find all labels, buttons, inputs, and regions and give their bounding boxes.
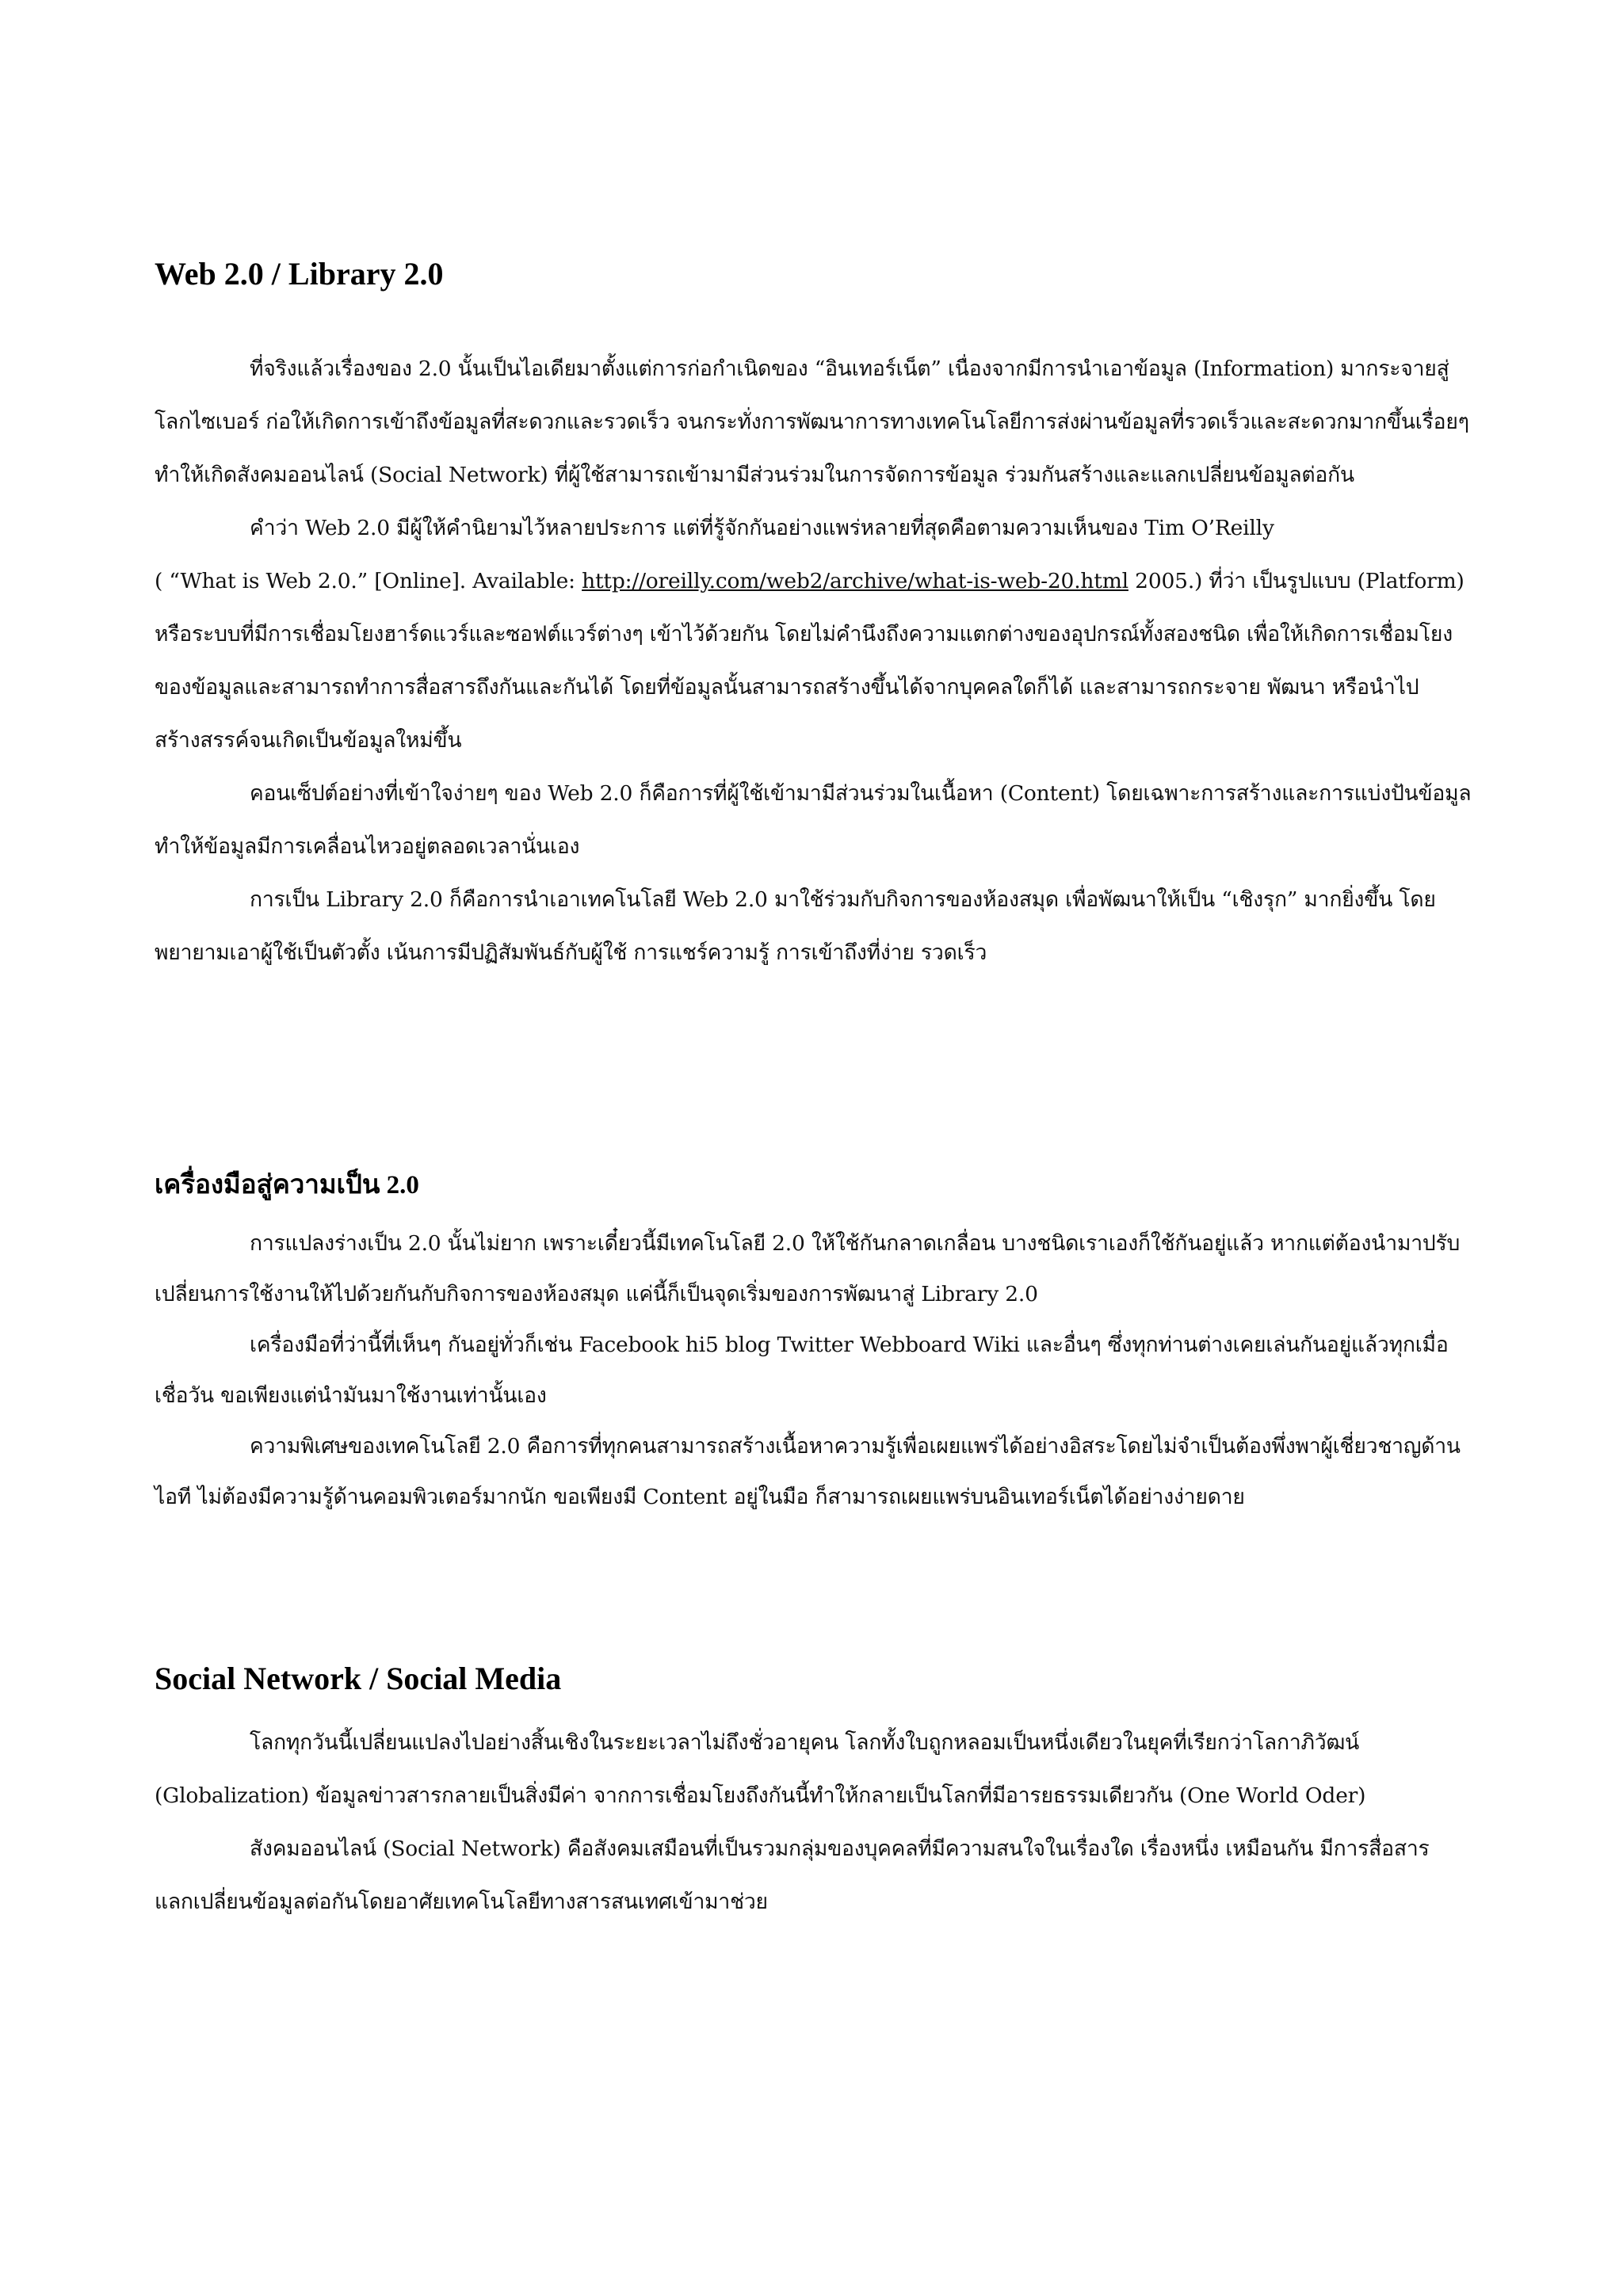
citation-suffix: 2005.) ที่ว่า เป็นรูปแบบ (Platform) หรือระบบที่มีการเชื่อมโยงฮาร์ดแวร์และซอฟต์แวร์ต่างๆ เข้าไว้ด้วยกัน โดยไม่คำนึงถึงความแตกต่างของอุปกรณ์ทั้งสองชนิด เพื่อให้เกิดการเชื่อมโยงของข้อมูลและสามารถทำการสื่อสารถึงกันและกันได้ โดยที่ข้อมูลนั้นสามารถสร้างขึ้นได้จากบุคคลใดก็ได้ และสามารถกระจาย พัฒนา หรือนำไปสร้างสรรค์จนเกิดเป็นข้อมูลใหม่ขึ้น (155, 569, 1465, 753)
paragraph: สังคมออนไลน์ (Social Network) คือสังคมเสมือนที่เป็นรวมกลุ่มของบุคคลที่มีความสนใจในเรื่องใด เรื่องหนึ่ง เหมือนกัน มีการสื่อสาร แลกเปลี่ยนข้อมูลต่อกันโดยอาศัยเทคโนโลยีทางสารสนเทศเข้ามาช่วย (155, 1836, 1430, 1914)
paragraph: เครื่องมือที่ว่านี้ที่เห็นๆ กันอยู่ทั่วก็เช่น Facebook hi5 blog Twitter Webboard Wiki และอื่นๆ ซึ่งทุกท่านต่างเคยเล่นกันอยู่แล้วทุกเมื่อเชื่อวัน ขอเพียงแต่นำมันมาใช้งานเท่านั้นเอง (155, 1333, 1449, 1408)
section-heading: Web 2.0 / Library 2.0 (155, 256, 444, 292)
section-social-network-body (155, 1716, 1474, 1928)
section-web20-body (155, 342, 1474, 979)
section-tools-body (155, 1219, 1474, 1523)
section-heading: เครื่องมือสู่ความเป็น 2.0 (155, 1171, 419, 1199)
paragraph: คำว่า Web 2.0 มีผู้ให้คำนิยามไว้หลายประการ แต่ที่รู้จักกันอย่างแพร่หลายที่สุดคือตามความเห็นของ Tim O’Reilly (250, 516, 1274, 540)
section-social-network (155, 1660, 1474, 1698)
paragraph: คอนเซ็ปต์อย่างที่เข้าใจง่ายๆ ของ Web 2.0 ก็คือการที่ผู้ใช้เข้ามามีส่วนร่วมในเนื้อหา (Content) โดยเฉพาะการสร้างและการแบ่งปันข้อมูล ทำให้ข้อมูลมีการเคลื่อนไหวอยู่ตลอดเวลานั่นเอง (155, 781, 1472, 859)
paragraph: ที่จริงแล้วเรื่องของ 2.0 นั้นเป็นไอเดียมาตั้งแต่การก่อกำเนิดของ “อินเทอร์เน็ต” เนื่องจากมีการนำเอาข้อมูล (Information) มากระจายสู่โลกไซเบอร์ ก่อให้เกิดการเข้าถึงข้อมูลที่สะดวกและรวดเร็ว จนกระทั่งการพัฒนาการทางเทคโนโลยีการส่งผ่านข้อมูลที่รวดเร็วและสะดวกมากขึ้นเรื่อยๆ ทำให้เกิดสังคมออนไลน์ (Social Network) ที่ผู้ใช้สามารถเข้ามามีส่วนร่วมในการจัดการข้อมูล ร่วมกันสร้างและแลกเปลี่ยนข้อมูลต่อกัน (155, 357, 1469, 487)
citation-paragraph (155, 555, 1474, 767)
paragraph: การเป็น Library 2.0 ก็คือการนำเอาเทคโนโลยี Web 2.0 มาใช้ร่วมกับกิจการของห้องสมุด เพื่อพัฒนาให้เป็น “เชิงรุก” มากยิ่งขึ้น โดยพยายามเอาผู้ใช้เป็นตัวตั้ง เน้นการมีปฏิสัมพันธ์กับผู้ใช้ การแชร์ความรู้ การเข้าถึงที่ง่าย รวดเร็ว (155, 887, 1436, 965)
section-web20 (155, 255, 1474, 293)
paragraph: การแปลงร่างเป็น 2.0 นั้นไม่ยาก เพราะเดี๋ยวนี้มีเทคโนโลยี 2.0 ให้ใช้กันกลาดเกลื่อน บางชนิดเราเองก็ใช้กันอยู่แล้ว หากแต่ต้องนำมาปรับเปลี่ยนการใช้งานให้ไปด้วยกันกับกิจการของห้องสมุด แค่นี้ก็เป็นจุดเริ่มของการพัฒนาสู่ Library 2.0 (155, 1231, 1461, 1306)
section-tools (155, 1168, 1474, 1203)
citation-prefix: ( “What is Web 2.0.” [Online]. Available: (155, 569, 582, 593)
section-heading: Social Network / Social Media (155, 1661, 562, 1696)
oreilly-link[interactable]: http://oreilly.com/web2/archive/what-is-web-20.html (582, 569, 1128, 593)
paragraph: โลกทุกวันนี้เปลี่ยนแปลงไปอย่างสิ้นเชิงในระยะเวลาไม่ถึงชั่วอายุคน โลกทั้งใบถูกหลอมเป็นหนึ่งเดียวในยุคที่เรียกว่าโลกาภิวัฒน์ (Globalization) ข้อมูลข่าวสารกลายเป็นสิ่งมีค่า จากการเชื่อมโยงถึงกันนี้ทำให้กลายเป็นโลกที่มีอารยธรรมเดียวกัน (One World Oder) (155, 1730, 1366, 1808)
paragraph: ความพิเศษของเทคโนโลยี 2.0 คือการที่ทุกคนสามารถสร้างเนื้อหาความรู้เพื่อเผยแพร่ได้อย่างอิสระโดยไม่จำเป็นต้องพึ่งพาผู้เชี่ยวชาญด้านไอที ไม่ต้องมีความรู้ด้านคอมพิวเตอร์มากนัก ขอเพียงมี Content อยู่ในมือ ก็สามารถเผยแพร่บนอินเทอร์เน็ตได้อย่างง่ายดาย (155, 1434, 1461, 1509)
